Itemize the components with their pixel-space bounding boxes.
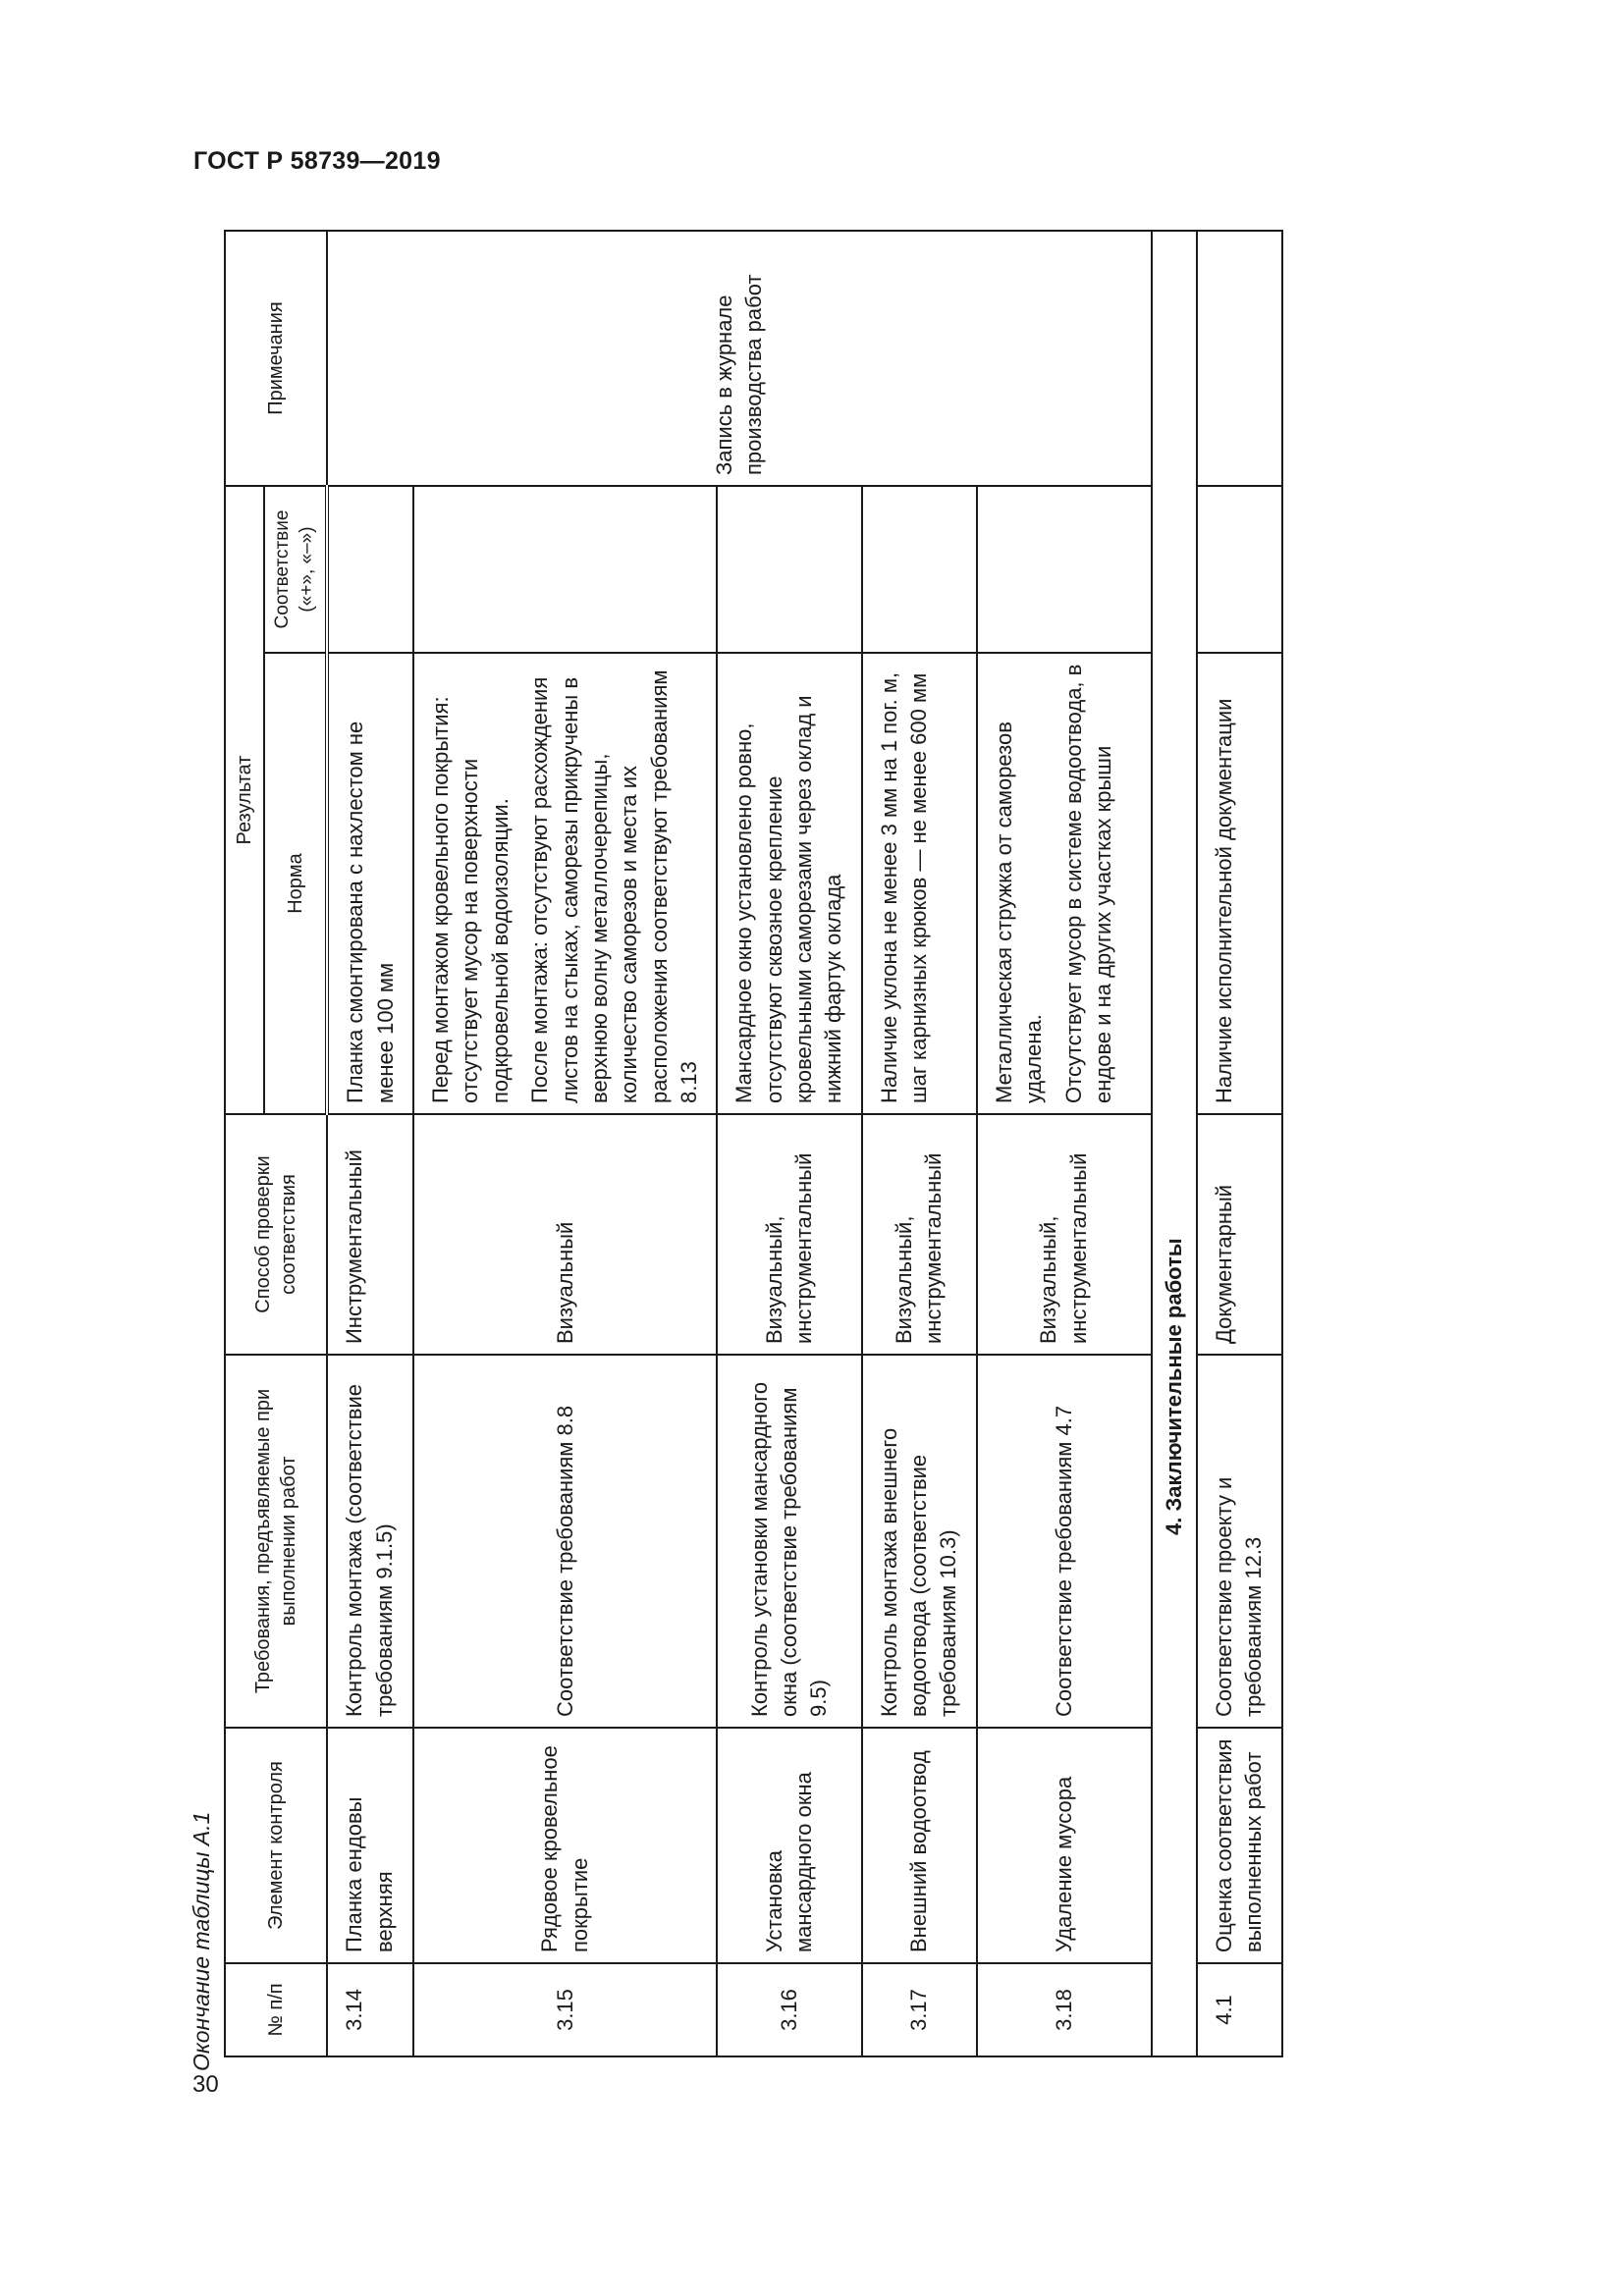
header-notes: Примечания bbox=[225, 231, 327, 486]
row-requirements: Контроль монтажа (соответствие требованиям 9.1.5) bbox=[327, 1355, 413, 1728]
row-element: Установка мансардного окна bbox=[717, 1728, 861, 1963]
header-num: № п/п bbox=[225, 1963, 327, 2056]
row-num: 3.16 bbox=[717, 1963, 861, 2056]
section-heading bbox=[1152, 231, 1197, 2056]
header-norm: Норма bbox=[264, 653, 327, 1114]
row-norm: Мансардное окно установлено ровно, отсутствуют сквозное крепление кровельными саморезами через оклад и нижний фартук оклада bbox=[717, 653, 861, 1114]
row-element: Внешний водоотвод bbox=[862, 1728, 977, 1963]
row-notes bbox=[1197, 231, 1282, 486]
table-row bbox=[977, 231, 1152, 2056]
row-method: Инструментальный bbox=[327, 1114, 413, 1355]
row-norm bbox=[977, 653, 1152, 1114]
row-conformity bbox=[413, 486, 717, 653]
row-conformity bbox=[1197, 486, 1282, 653]
row-conformity bbox=[327, 486, 413, 653]
header-requirements: Требования, предъявляемые при выполнении работ bbox=[225, 1355, 327, 1728]
norm-after: После монтажа: отсутствуют расхождения листов на стыках, саморезы прикручены в верхнюю волну металлочерепицы, количество саморезов и места их расположения соответствуют требованиям 8.13 bbox=[527, 669, 701, 1103]
row-element: Планка ендовы верхняя bbox=[327, 1728, 413, 1963]
row-element: Оценка соответствия выполненных работ bbox=[1197, 1728, 1282, 1963]
row-conformity bbox=[977, 486, 1152, 653]
table-row bbox=[862, 231, 977, 2056]
table-row bbox=[413, 231, 717, 2056]
row-num: 3.14 bbox=[327, 1963, 413, 2056]
row-norm: Планка смонтирована с нахлестом не менее 100 мм bbox=[327, 653, 413, 1114]
row-requirements: Контроль монтажа внешнего водоотвода (соответствие требованиям 10.3) bbox=[862, 1355, 977, 1728]
row-conformity bbox=[717, 486, 861, 653]
row-requirements: Соответствие требованиям 8.8 bbox=[413, 1355, 717, 1728]
norm-part-b: Отсутствует мусор в системе водоотвода, в ендове и на других участках крыши bbox=[1060, 664, 1115, 1103]
header-method: Способ проверки соответствия bbox=[225, 1114, 327, 1355]
table-row bbox=[1197, 231, 1282, 2056]
row-element: Удаление мусора bbox=[977, 1728, 1152, 1963]
row-element: Рядовое кровельное покрытие bbox=[413, 1728, 717, 1963]
note-text: Запись в журнале производства работ bbox=[711, 274, 767, 475]
row-num: 3.18 bbox=[977, 1963, 1152, 2056]
row-requirements: Соответствие требованиям 4.7 bbox=[977, 1355, 1152, 1728]
header-result: Результат bbox=[225, 486, 264, 1114]
section-title: 4. Заключительные работы bbox=[1161, 1238, 1186, 1535]
table-caption: Окончание таблицы А.1 bbox=[189, 1811, 214, 2071]
table-row bbox=[717, 231, 861, 2056]
row-num: 4.1 bbox=[1197, 1963, 1282, 2056]
row-requirements: Контроль установки мансардного окна (соответствие требованиям 9.5) bbox=[717, 1355, 861, 1728]
row-method: Визуальный, инструментальный bbox=[977, 1114, 1152, 1355]
row-norm: Наличие исполнительной документации bbox=[1197, 653, 1282, 1114]
norm-part-a: Металлическая стружка от саморезов удалена. bbox=[991, 721, 1047, 1103]
row-conformity bbox=[862, 486, 977, 653]
control-table bbox=[224, 230, 1283, 2057]
row-method: Документарный bbox=[1197, 1114, 1282, 1355]
header-row bbox=[225, 231, 264, 2056]
row-norm: Наличие уклона не менее 3 мм на 1 пог. м, шаг карнизных крюков — не менее 600 мм bbox=[862, 653, 977, 1114]
norm-before: Перед монтажом кровельного покрытия: отсутствует мусор на поверхности подкровельной водоизоляции. bbox=[428, 696, 513, 1103]
row-method: Визуальный bbox=[413, 1114, 717, 1355]
header-conformity: Соответствие («+», «–») bbox=[264, 486, 327, 653]
standard-designation: ГОСТ Р 58739—2019 bbox=[193, 147, 441, 175]
row-num: 3.15 bbox=[413, 1963, 717, 2056]
row-notes bbox=[327, 231, 1151, 486]
row-num: 3.17 bbox=[862, 1963, 977, 2056]
row-method: Визуальный, инструментальный bbox=[717, 1114, 861, 1355]
page-number: 30 bbox=[192, 2071, 219, 2098]
row-method: Визуальный, инструментальный bbox=[862, 1114, 977, 1355]
row-norm bbox=[413, 653, 717, 1114]
row-requirements: Соответствие проекту и требованиям 12.3 bbox=[1197, 1355, 1282, 1728]
section-row bbox=[1152, 231, 1197, 2056]
header-element: Элемент контроля bbox=[225, 1728, 327, 1963]
table-row bbox=[327, 231, 413, 2056]
rotated-table-container bbox=[224, 232, 1294, 2057]
